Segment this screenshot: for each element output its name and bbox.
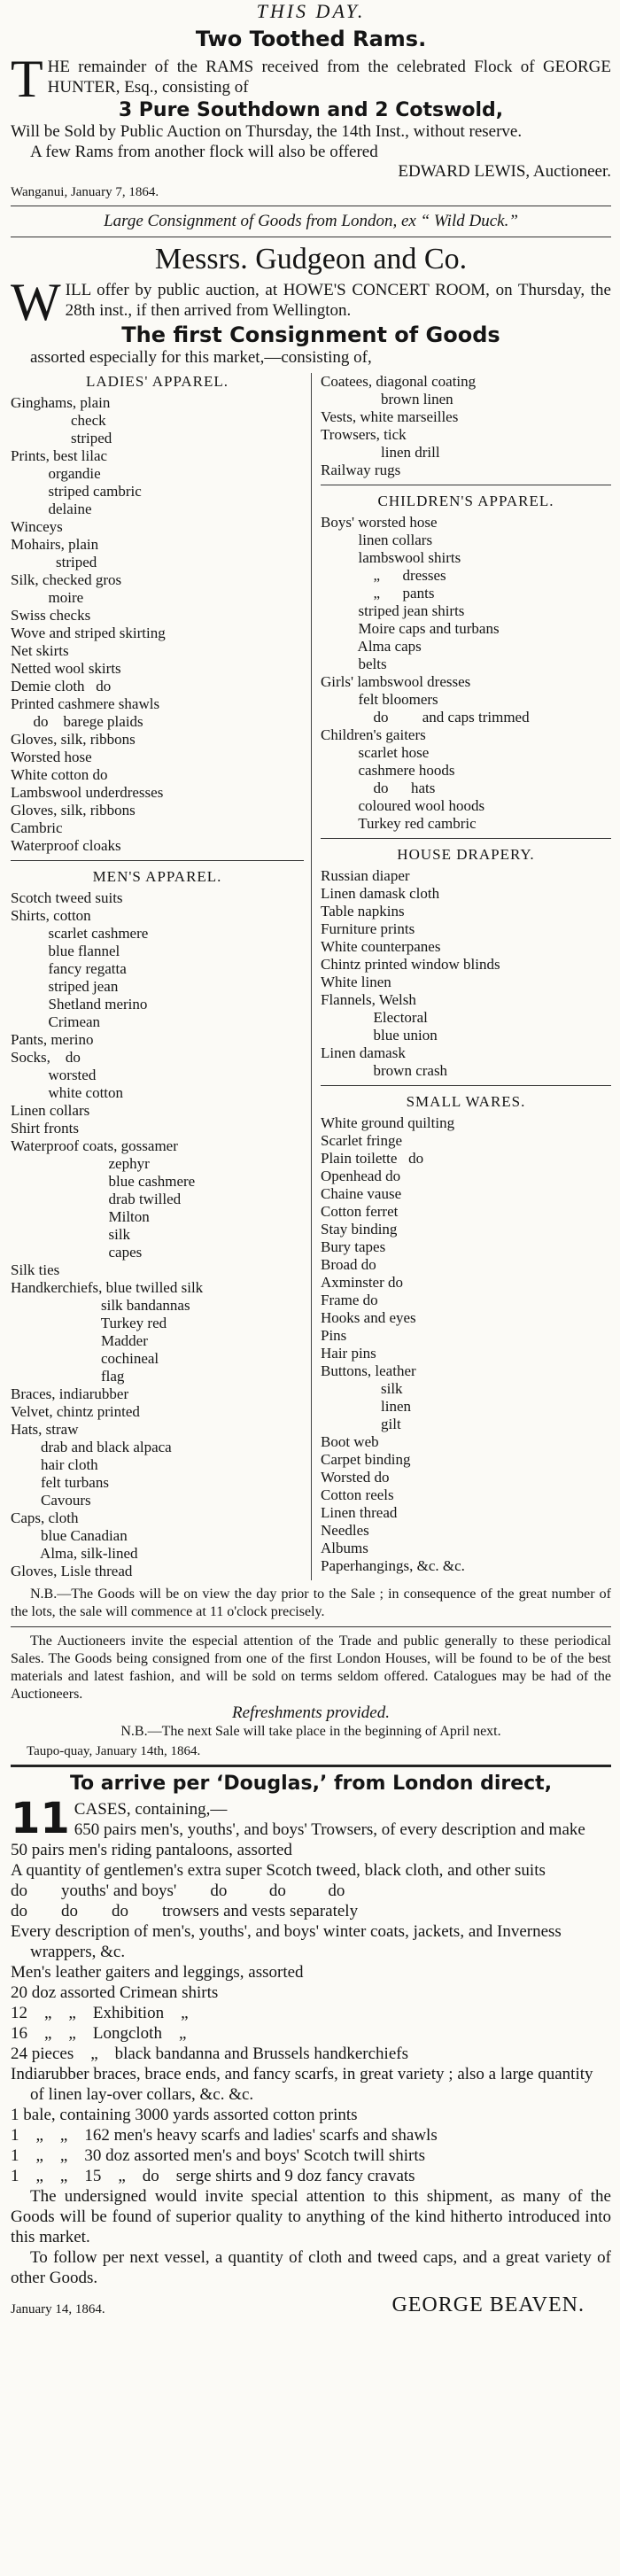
list-item: brown crash: [321, 1062, 448, 1079]
ad-subtitle: 3 Pure Southdown and 2 Cotswold,: [118, 99, 504, 121]
list-item: Ginghams, plain: [11, 394, 111, 411]
ad-dateline: January 14, 1864.: [11, 2302, 105, 2316]
list-item: Cambric: [11, 819, 63, 836]
list-item: Gloves, Lisle thread: [11, 1563, 133, 1579]
closing-note: The undersigned would invite special attention to this shipment, as many of the Goods will be found of superior quality to anything of the kind hitherto introduced into this market.: [11, 2187, 611, 2246]
list-item: worsted: [11, 1067, 97, 1083]
list-item: Velvet, chintz printed: [11, 1403, 140, 1420]
list-item: Flannels, Welsh: [321, 991, 416, 1008]
list-item: silk: [11, 1226, 131, 1243]
list-item: white cotton: [11, 1084, 124, 1101]
list-item: Milton: [11, 1208, 150, 1225]
list-item: Turkey red cambric: [321, 815, 477, 832]
cases-intro: CASES, containing,—: [74, 1800, 228, 1819]
small-wares-heading: SMALL WARES.: [406, 1093, 526, 1110]
ad-intro: WILL offer by public auction, at HOWE'S CONCERT ROOM, on Thursday, the 28th inst., if then arrived from Wellington.: [11, 273, 611, 331]
cases-block: [11, 1794, 611, 2105]
list-item: Children's gaiters: [321, 726, 426, 743]
list-item: Hair pins: [321, 1345, 376, 1362]
list-item: Caps, cloth: [11, 1509, 79, 1526]
list-item: White cotton do: [11, 766, 108, 783]
refreshments-note: Refreshments provided.: [232, 1703, 390, 1722]
list-item: flag: [11, 1368, 125, 1385]
list-item: striped jean shirts: [321, 602, 465, 619]
drop-cap: W: [11, 273, 61, 331]
list-item: felt turbans: [11, 1474, 109, 1491]
list-item: Indiarubber braces, brace ends, and fancy scarfs, in great variety ; also a large quantity of linen lay-over collars, &c. &c.: [11, 2065, 598, 2104]
list-item: Silk, checked gros: [11, 571, 122, 588]
list-item: Gloves, silk, ribbons: [11, 802, 136, 819]
list-item: 12 „ „ Exhibition „: [11, 2004, 189, 2022]
list-item: blue flannel: [11, 943, 120, 959]
list-item: Linen collars: [11, 1102, 90, 1119]
list-item: striped: [11, 554, 97, 570]
list-item: lambswool shirts: [321, 549, 461, 566]
ladies-apparel-heading: LADIES' APPAREL.: [85, 373, 229, 390]
list-item: Carpet binding: [321, 1451, 411, 1468]
list-item: cashmere hoods: [321, 762, 455, 779]
list-item: White ground quilting: [321, 1114, 455, 1131]
list-item: Girls' lambswool dresses: [321, 673, 471, 690]
list-item: blue cashmere: [11, 1173, 196, 1190]
divider: [11, 1626, 611, 1627]
drop-cap: T: [11, 50, 43, 108]
list-item: Alma, silk-lined: [11, 1545, 138, 1562]
list-item: A quantity of gentlemen's extra super Scotch tweed, black cloth, and other suits: [11, 1861, 546, 1880]
list-item: scarlet cashmere: [11, 925, 149, 942]
list-item: White linen: [321, 974, 391, 990]
ad-note: A few Rams from another flock will also be offered: [30, 143, 378, 161]
list-item: Plain toilette do: [321, 1150, 424, 1167]
right-column: [311, 373, 611, 1580]
view-day-note: N.B.—The Goods will be on view the day prior to the Sale ; in consequence of the great number of the lots, the sale will commence at 11 o'clock precisely.: [11, 1587, 611, 1619]
list-item: Hooks and eyes: [321, 1309, 416, 1326]
list-item: Shetland merino: [11, 996, 148, 1013]
list-item: Demie cloth do: [11, 678, 112, 694]
list-item: blue Canadian: [11, 1527, 128, 1544]
list-item: 1 „ „ 162 men's heavy scarfs and ladies' scarfs and shawls: [11, 2126, 438, 2145]
mens-apparel-list: [11, 889, 304, 1580]
list-item: Coatees, diagonal coating: [321, 373, 477, 390]
childrens-apparel-list: [321, 514, 611, 833]
list-item: felt bloomers: [321, 691, 438, 708]
list-item: Linen damask: [321, 1044, 406, 1061]
list-item: Furniture prints: [321, 920, 415, 937]
left-column: [11, 373, 311, 1580]
list-item: drab twilled: [11, 1191, 182, 1207]
list-item: Broad do: [321, 1256, 376, 1273]
list-item: 16 „ „ Longcloth „: [11, 2024, 187, 2043]
list-item: Stay binding: [321, 1221, 398, 1238]
list-item: Chaine vause: [321, 1185, 402, 1202]
list-item: do do do trowsers and vests separately: [11, 1902, 359, 1920]
list-item: Electoral: [321, 1009, 428, 1026]
ad-dateline: Taupo-quay, January 14th, 1864.: [27, 1744, 201, 1758]
cases-contents-list: [11, 1819, 611, 2105]
list-item: Trowsers, tick: [321, 426, 407, 443]
signature-row: [11, 2293, 611, 2317]
list-item: cochineal: [11, 1350, 159, 1367]
list-item: do youths' and boys' do do do: [11, 1882, 345, 1900]
douglas-shipment-ad: [11, 1773, 611, 2317]
list-item: Mohairs, plain: [11, 536, 99, 553]
list-item: linen collars: [321, 531, 433, 548]
list-item: striped jean: [11, 978, 119, 995]
list-item: Boot web: [321, 1433, 379, 1450]
childrens-apparel-heading: CHILDREN'S APPAREL.: [377, 493, 554, 509]
list-item: 650 pairs men's, youths', and boys' Trowsers, of every description and make: [74, 1820, 585, 1839]
list-item: 1 „ „ 15 „ do serge shirts and 9 doz fancy cravats: [11, 2167, 415, 2185]
list-item: striped: [11, 430, 112, 446]
list-item: blue union: [321, 1027, 438, 1044]
list-item: Scotch tweed suits: [11, 889, 123, 906]
bales-list: [11, 2105, 611, 2186]
list-item: Linen thread: [321, 1504, 398, 1521]
list-item: Printed cashmere shawls: [11, 695, 160, 712]
list-item: Worsted do: [321, 1469, 390, 1486]
ad-intro: THE remainder of the RAMS received from the celebrated Flock of GEORGE HUNTER, Esq., consisting of: [11, 50, 611, 108]
next-sale-note: N.B.—The next Sale will take place in the beginning of April next.: [120, 1724, 501, 1739]
divider: [321, 838, 611, 839]
list-item: Albums: [321, 1540, 368, 1556]
ad-subtitle: The first Consignment of Goods: [121, 322, 500, 347]
list-item: zephyr: [11, 1155, 150, 1172]
follow-note: To follow per next vessel, a quantity of cloth and tweed caps, and a great variety of other Goods.: [11, 2248, 611, 2287]
list-item: Alma caps: [321, 638, 422, 655]
list-item: Net skirts: [11, 642, 69, 659]
list-item: Needles: [321, 1522, 369, 1539]
list-item: Socks, do: [11, 1049, 81, 1066]
assorted-line: assorted especially for this market,—consisting of,: [30, 348, 372, 367]
list-item: Paperhangings, &c. &c.: [321, 1557, 465, 1574]
list-item: Men's leather gaiters and leggings, assorted: [11, 1963, 304, 1982]
list-item: Waterproof cloaks: [11, 837, 121, 854]
list-item: silk bandannas: [11, 1297, 190, 1314]
ad-header: Large Consignment of Goods from London, ex “ Wild Duck.”: [104, 212, 518, 230]
list-item: do barege plaids: [11, 713, 143, 730]
list-item: 24 pieces „ black bandanna and Brussels handkerchiefs: [11, 2045, 408, 2063]
auctioneer-signature: EDWARD LEWIS, Auctioneer.: [398, 162, 611, 181]
divider: [11, 1765, 611, 1767]
list-item: fancy regatta: [11, 960, 127, 977]
consignment-auction-ad: [11, 212, 611, 1759]
list-item: White counterpanes: [321, 938, 441, 955]
list-item: gilt: [321, 1416, 401, 1432]
list-item: capes: [11, 1244, 143, 1261]
house-drapery-heading: HOUSE DRAPERY.: [397, 846, 535, 863]
list-item: Bury tapes: [321, 1238, 386, 1255]
list-item: Moire caps and turbans: [321, 620, 500, 637]
cases-count: 11: [11, 1794, 70, 1843]
list-item: organdie: [11, 465, 101, 482]
list-item: hair cloth: [11, 1456, 98, 1473]
list-item: Hats, straw: [11, 1421, 79, 1438]
list-item: 1 bale, containing 3000 yards assorted cotton prints: [11, 2106, 358, 2124]
list-item: drab and black alpaca: [11, 1439, 172, 1455]
list-item: Madder: [11, 1332, 148, 1349]
list-item: Waterproof coats, gossamer: [11, 1137, 178, 1154]
list-item: linen drill: [321, 444, 440, 461]
list-item: Cavours: [11, 1492, 91, 1509]
list-item: Winceys: [11, 518, 63, 535]
list-item: Table napkins: [321, 903, 405, 919]
list-item: do hats: [321, 780, 436, 796]
list-item: Linen damask cloth: [321, 885, 440, 902]
list-item: Swiss checks: [11, 607, 91, 624]
list-item: Worsted hose: [11, 749, 92, 765]
list-item: do and caps trimmed: [321, 709, 530, 725]
misc-apparel-list: [321, 373, 611, 479]
ad-title: To arrive per ‘Douglas,’ from London direct,: [69, 1773, 553, 1795]
list-item: Pins: [321, 1327, 347, 1344]
ad-dateline: Wanganui, January 7, 1864.: [11, 185, 159, 199]
divider: [321, 1085, 611, 1086]
list-item: coloured wool hoods: [321, 797, 485, 814]
list-item: Railway rugs: [321, 462, 401, 478]
list-item: scarlet hose: [321, 744, 430, 761]
house-drapery-list: [321, 867, 611, 1080]
list-item: Gloves, silk, ribbons: [11, 731, 136, 748]
list-item: Lambswool underdresses: [11, 784, 164, 801]
ram-auction-ad: [11, 0, 611, 200]
firm-name: Messrs. Gudgeon and Co.: [154, 243, 468, 275]
list-item: Shirt fronts: [11, 1120, 79, 1137]
ad-header: THIS DAY.: [256, 0, 366, 22]
list-item: linen: [321, 1398, 411, 1415]
list-item: 1 „ „ 30 doz assorted men's and boys' Scotch twill shirts: [11, 2146, 426, 2165]
list-item: Turkey red: [11, 1315, 167, 1331]
list-item: Crimean: [11, 1013, 101, 1030]
list-item: 50 pairs men's riding pantaloons, assorted: [11, 1841, 292, 1859]
list-item: belts: [321, 656, 387, 672]
list-item: check: [11, 412, 106, 429]
merchant-signature: GEORGE BEAVEN.: [391, 2293, 585, 2316]
list-item: Openhead do: [321, 1168, 401, 1184]
list-item: 20 doz assorted Crimean shirts: [11, 1983, 219, 2002]
list-item: silk: [321, 1380, 403, 1397]
list-item: Scarlet fringe: [321, 1132, 403, 1149]
list-item: Cotton reels: [321, 1486, 394, 1503]
list-item: Every description of men's, youths', and boys' winter coats, jackets, and Inverness wrappers, &c.: [11, 1922, 566, 1961]
ad-body: Will be Sold by Public Auction on Thursday, the 14th Inst., without reserve.: [11, 122, 523, 141]
list-item: Prints, best lilac: [11, 447, 108, 464]
list-item: Boys' worsted hose: [321, 514, 438, 531]
ad-title: Two Toothed Rams.: [195, 27, 427, 51]
list-item: „ pants: [321, 585, 435, 601]
divider: [11, 860, 304, 861]
list-item: moire: [11, 589, 84, 606]
list-item: Axminster do: [321, 1274, 404, 1291]
list-item: Cotton ferret: [321, 1203, 399, 1220]
list-item: Wove and striped skirting: [11, 625, 166, 641]
list-item: Pants, merino: [11, 1031, 94, 1048]
auctioneers-note: The Auctioneers invite the especial attention of the Trade and public generally to these periodical Sales. The Goods being consigned from one of the first London Houses, will be found to be of the best materials and latest fashion, and will be sold on terms seldom offered. Catalogues may be had of the Auctioneers.: [11, 1633, 611, 1702]
mens-apparel-heading: MEN'S APPAREL.: [92, 868, 222, 885]
list-item: delaine: [11, 500, 92, 517]
small-wares-list: [321, 1114, 611, 1575]
list-item: striped cambric: [11, 483, 142, 500]
list-item: Braces, indiarubber: [11, 1385, 129, 1402]
list-item: Netted wool skirts: [11, 660, 121, 677]
list-item: brown linen: [321, 391, 453, 407]
goods-columns: [11, 373, 611, 1580]
list-item: Russian diaper: [321, 867, 410, 884]
list-item: Chintz printed window blinds: [321, 956, 500, 973]
list-item: Shirts, cotton: [11, 907, 91, 924]
list-item: Frame do: [321, 1292, 378, 1308]
ladies-apparel-list: [11, 394, 304, 855]
list-item: Vests, white marseilles: [321, 408, 459, 425]
list-item: Silk ties: [11, 1261, 60, 1278]
list-item: Handkerchiefs, blue twilled silk: [11, 1279, 204, 1296]
list-item: „ dresses: [321, 567, 446, 584]
list-item: Buttons, leather: [321, 1362, 416, 1379]
